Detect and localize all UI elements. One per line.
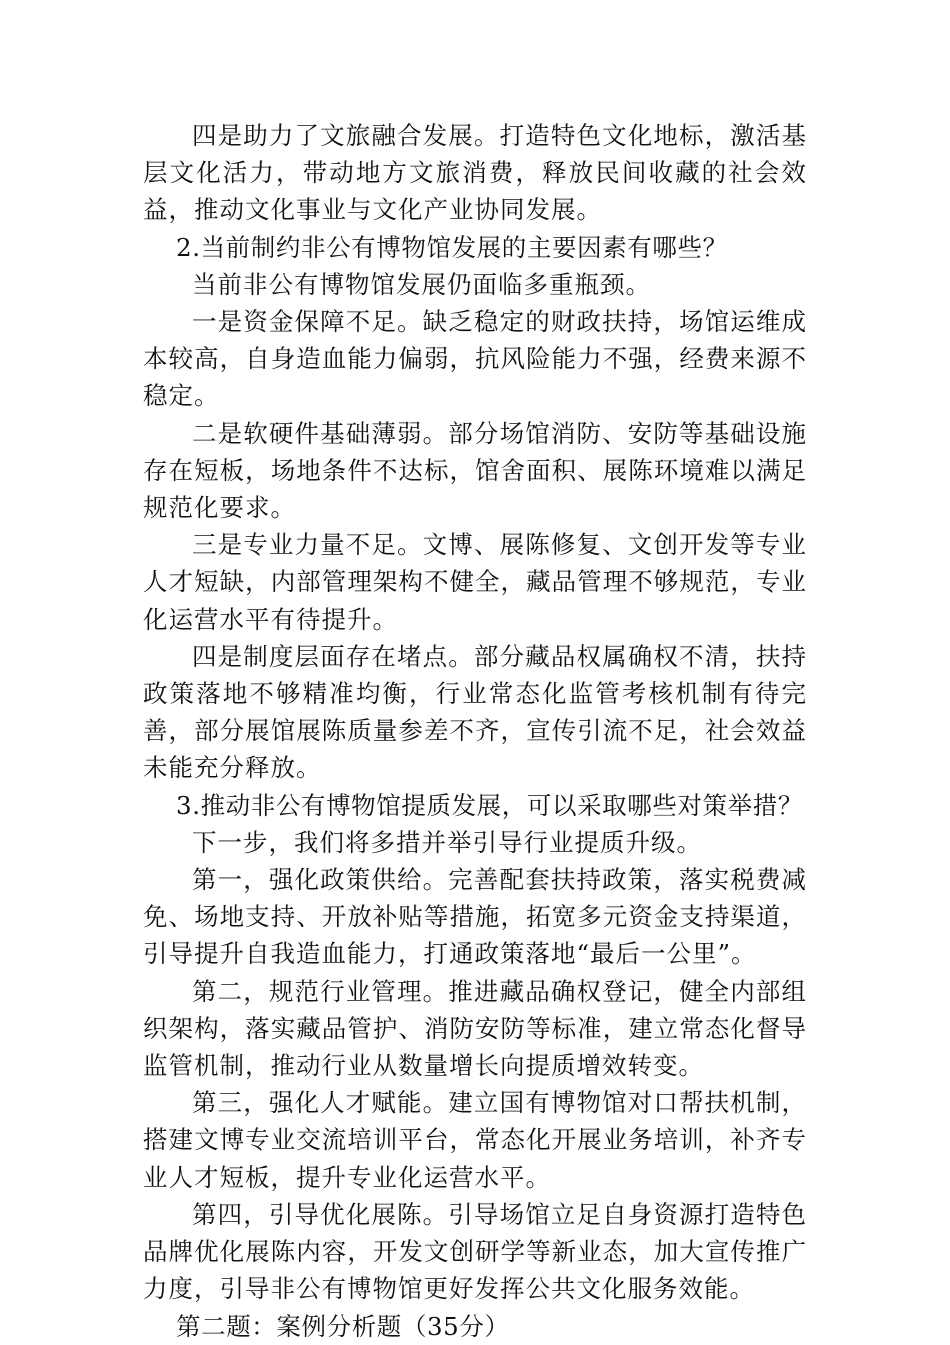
paragraph-policy-supply: 第一，强化政策供给。完善配套扶持政策，落实税费减免、场地支持、开放补贴等措施，拓宽多元资金支持渠道，引导提升自我造血能力，打通政策落地“最后一公里”。: [143, 865, 807, 969]
question-2-heading: 2.当前制约非公有博物馆发展的主要因素有哪些？: [176, 232, 728, 262]
paragraph-bottlenecks-intro: 当前非公有博物馆发展仍面临多重瓶颈。: [192, 269, 651, 299]
paragraph-funding: 一是资金保障不足。缺乏稳定的财政扶持，场馆运维成本较高，自身造血能力偏弱，抗风险能力不强，经费来源不稳定。: [143, 307, 807, 411]
paragraph-institutional: 四是制度层面存在堵点。部分藏品权属确权不清，扶持政策落地不够精准均衡，行业常态化监管考核机制有待完善，部分展馆展陈质量参差不齐，宣传引流不足，社会效益未能充分释放。: [143, 641, 807, 783]
paragraph-cultural-tourism: 四是助力了文旅融合发展。打造特色文化地标，激活基层文化活力，带动地方文旅消费，释放民间收藏的社会效益，推动文化事业与文化产业协同发展。: [143, 121, 807, 225]
question-3-heading: 3.推动非公有博物馆提质发展，可以采取哪些对策举措？: [176, 790, 803, 820]
document-body: [143, 117, 807, 1345]
paragraph-infrastructure: 二是软硬件基础薄弱。部分场馆消防、安防等基础设施存在短板，场地条件不达标，馆舍面积、展陈环境难以满足规范化要求。: [143, 418, 807, 523]
section-2-heading: 第二题：案例分析题（35分）: [176, 1311, 510, 1341]
paragraph-professional-capacity: 三是专业力量不足。文博、展陈修复、文创开发等专业人才短缺，内部管理架构不健全，藏品管理不够规范，专业化运营水平有待提升。: [143, 530, 807, 634]
paragraph-exhibition: 第四，引导优化展陈。引导场馆立足自身资源打造特色品牌优化展陈内容，开发文创研学等新业态，加大宣传推广力度，引导非公有博物馆更好发挥公共文化服务效能。: [143, 1199, 807, 1304]
paragraph-industry-management: 第二，规范行业管理。推进藏品确权登记，健全内部组织架构，落实藏品管护、消防安防等标准，建立常态化督导监管机制，推动行业从数量增长向提质增效转变。: [143, 976, 807, 1081]
paragraph-measures-intro: 下一步，我们将多措并举引导行业提质升级。: [192, 827, 702, 857]
paragraph-talent: 第三，强化人才赋能。建立国有博物馆对口帮扶机制，搭建文博专业交流培训平台，常态化开展业务培训，补齐专业人才短板，提升专业化运营水平。: [143, 1088, 807, 1192]
